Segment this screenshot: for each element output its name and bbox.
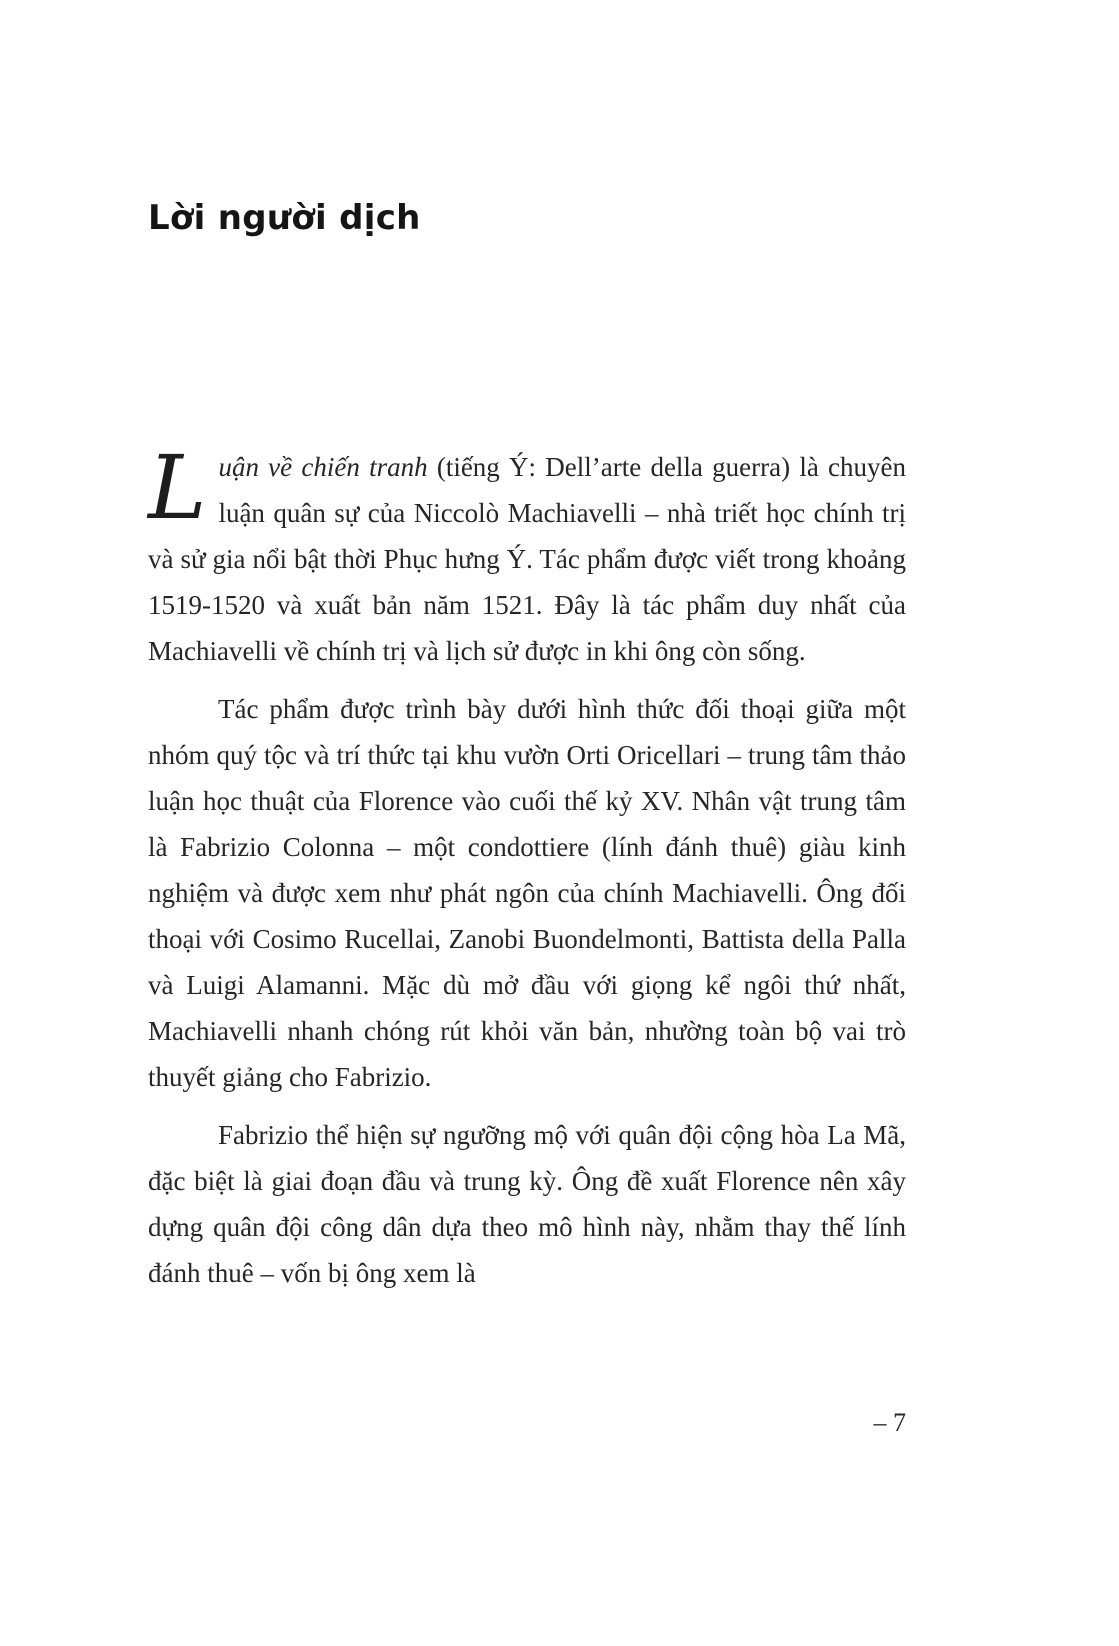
paragraph-3: Fabrizio thể hiện sự ngưỡng mộ với quân đội cộng hòa La Mã, đặc biệt là giai đoạn đầu và trung kỳ. Ông đề xuất Florence nên xây dựng quân đội công dân dựa theo mô hình này, nhằm thay thế lính đánh thuê – vốn bị ông xem là bbox=[148, 1120, 906, 1288]
body-text-block bbox=[148, 436, 907, 1296]
paragraph-opening bbox=[148, 436, 907, 674]
drop-cap-letter: L bbox=[148, 436, 207, 539]
book-title-italic: uận về chiến tranh bbox=[218, 452, 428, 482]
page-number: – 7 bbox=[873, 1408, 906, 1437]
chapter-heading: Lời người dịch bbox=[148, 198, 421, 238]
paragraph-2: Tác phẩm được trình bày dưới hình thức đối thoại giữa một nhóm quý tộc và trí thức tại khu vườn Orti Oricellari – trung tâm thảo luận học thuật của Florence vào cuối thế kỷ XV. Nhân vật trung tâm là Fabrizio Colonna – một condottiere (lính đánh thuê) giàu kinh nghiệm và được xem như phát ngôn của chính Machiavelli. Ông đối thoại với Cosimo Rucellai, Zanobi Buondelmonti, Battista della Palla và Luigi Alamanni. Mặc dù mở đầu với giọng kể ngôi thứ nhất, Machiavelli nhanh chóng rút khỏi văn bản, nhường toàn bộ vai trò thuyết giảng cho Fabrizio. bbox=[148, 694, 906, 1092]
paragraph-opening-text: (tiếng Ý: Dell’arte della guerra) là chuyên luận quân sự của Niccolò Machiavelli – nhà triết học chính trị và sử gia nổi bật thời Phục hưng Ý. Tác phẩm được viết trong khoảng 1519-1520 và xuất bản năm 1521. Đây là tác phẩm duy nhất của Machiavelli về chính trị và lịch sử được in khi ông còn sống. bbox=[148, 452, 907, 666]
